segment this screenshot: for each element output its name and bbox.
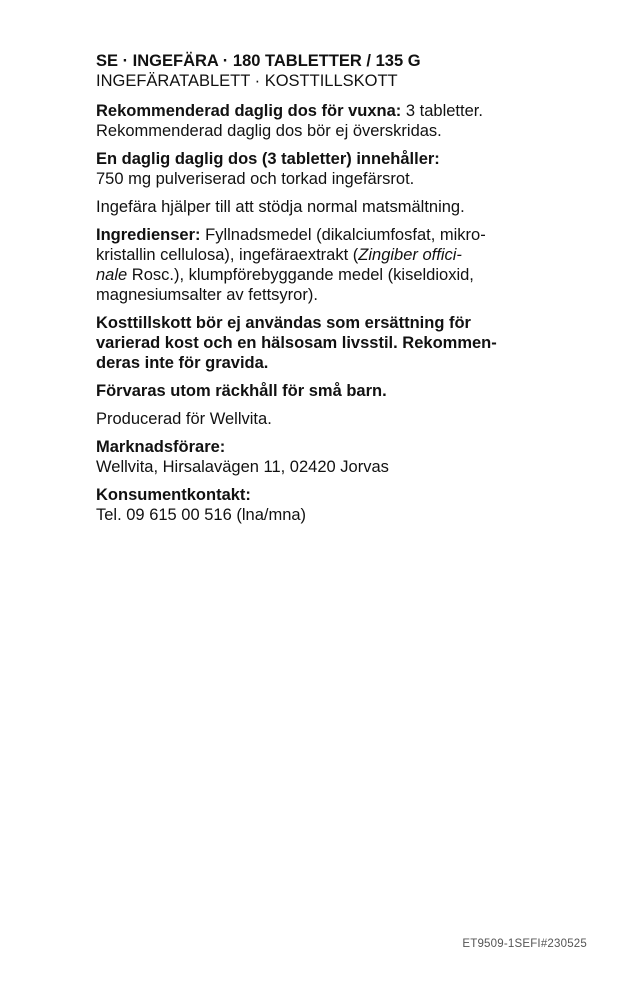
health-claim: Ingefära hjälper till att stödja normal matsmältning. [96,198,465,216]
consumer-contact-label: Konsumentkontakt: [96,486,251,504]
marketer-section [96,437,536,477]
consumer-contact-phone: Tel. 09 615 00 516 (lna/mna) [96,506,307,524]
ingredients-section: Ingredienser: Fyllnadsmedel (dikalciumfosfat, mikro- kristallin cellulosa), ingefäraextrakt (Zingiber offici- nale Rosc.), klumpförebyggande medel (kiseldioxid, magnesiumsalter av fettsyror). [96,226,486,304]
marketer-label: Marknadsförare: [96,438,226,456]
storage-warning: Förvaras utom räckhåll för små barn. [96,382,387,400]
marketer-address: Wellvita, Hirsalavägen 11, 02420 Jorvas [96,458,389,476]
dosage-label: Rekommenderad daglig dos för vuxna: [96,102,402,120]
daily-content-label: En daglig daglig dos (3 tabletter) innehåller: [96,150,440,168]
dosage-section [96,101,536,141]
ingredients-label: Ingredienser: [96,226,201,244]
daily-content-value: 750 mg pulveriserad och torkad ingefärsrot. [96,170,415,188]
usage-warning: Kosttillskott bör ej användas som ersättning för varierad kost och en hälsosam livsstil. Rekommen- deras inte för gravida. [96,314,497,372]
product-title: SE · INGEFÄRA · 180 TABLETTER / 135 G [96,52,421,70]
dosage-value: 3 tabletter. [401,102,483,120]
consumer-contact-section [96,485,536,525]
label-text-block [96,51,536,533]
produced-for: Producerad för Wellvita. [96,410,272,428]
daily-content-section [96,149,536,189]
print-code: ET9509-1SEFI#230525 [462,938,587,950]
dosage-note: Rekommenderad daglig dos bör ej överskridas. [96,122,442,140]
product-subtitle: INGEFÄRATABLETT · KOSTTILLSKOTT [96,72,398,90]
